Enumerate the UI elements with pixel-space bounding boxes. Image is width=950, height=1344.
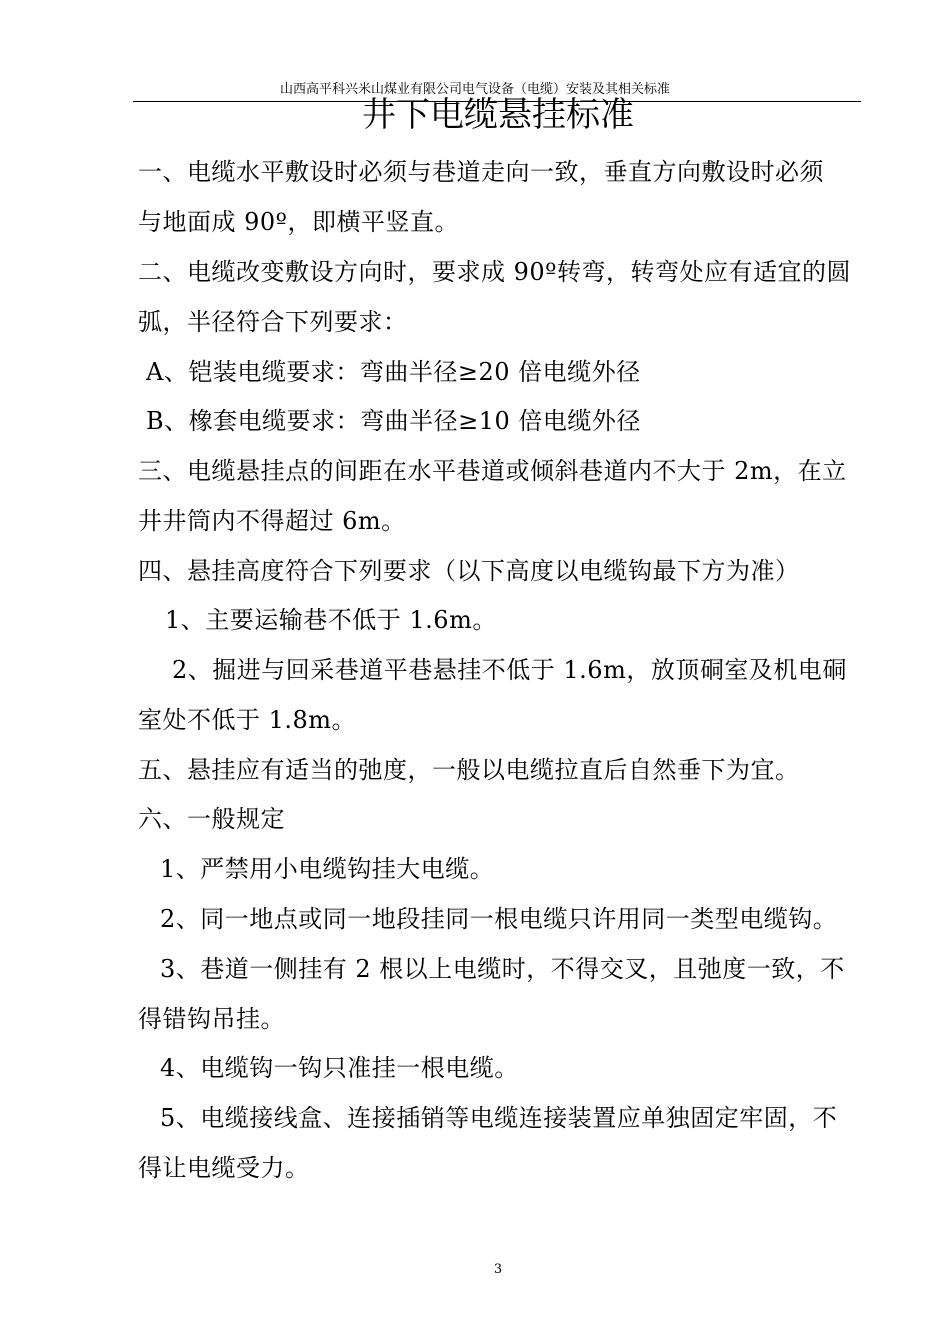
paragraph-line: 五、悬挂应有适当的弛度，一般以电缆拉直后自然垂下为宜。 <box>138 756 800 784</box>
paragraph-line: 3、巷道一侧挂有 2 根以上电缆时，不得交叉，且弛度一致，不 <box>160 955 845 983</box>
paragraph-line: A、铠装电缆要求：弯曲半径≥20 倍电缆外径 <box>146 358 641 386</box>
paragraph-line: 4、电缆钩一钩只准挂一根电缆。 <box>160 1054 519 1082</box>
paragraph-line: 与地面成 90º，即横平竖直。 <box>138 208 459 236</box>
paragraph-line: 二、电缆改变敷设方向时，要求成 90º转弯，转弯处应有适宜的圆 <box>138 258 851 286</box>
paragraph-line: 六、一般规定 <box>138 805 285 833</box>
paragraph-line: 三、电缆悬挂点的间距在水平巷道或倾斜巷道内不大于 2m，在立 <box>138 457 847 485</box>
paragraph-line: 2、掘进与回采巷道平巷悬挂不低于 1.6m，放顶硐室及机电硐 <box>172 656 847 684</box>
paragraph-line: 一、电缆水平敷设时必须与巷道走向一致，垂直方向敷设时必须 <box>138 158 824 186</box>
paragraph-line: 得错钩吊挂。 <box>138 1005 285 1033</box>
paragraph-line: 室处不低于 1.8m。 <box>138 706 357 734</box>
paragraph-line: 1、严禁用小电缆钩挂大电缆。 <box>160 855 495 883</box>
paragraph-line: 5、电缆接线盒、连接插销等电缆连接装置应单独固定牢固，不 <box>160 1104 838 1132</box>
paragraph-line: 四、悬挂高度符合下列要求（以下高度以电缆钩最下方为准） <box>138 557 800 585</box>
paragraph-line: 2、同一地点或同一地段挂同一根电缆只许用同一类型电缆钩。 <box>160 905 838 933</box>
paragraph-line: 1、主要运输巷不低于 1.6m。 <box>165 606 497 634</box>
paragraph-line: 得让电缆受力。 <box>138 1154 310 1182</box>
page-number: 3 <box>493 1262 503 1277</box>
document-title: 井下电缆悬挂标准 <box>362 95 634 135</box>
page-header: 山西高平科兴米山煤业有限公司电气设备（电缆）安装及其相关标准 <box>279 82 670 97</box>
paragraph-line: B、橡套电缆要求：弯曲半径≥10 倍电缆外径 <box>146 407 641 435</box>
paragraph-line: 井井筒内不得超过 6m。 <box>138 507 406 535</box>
paragraph-line: 弧，半径符合下列要求： <box>138 308 408 336</box>
